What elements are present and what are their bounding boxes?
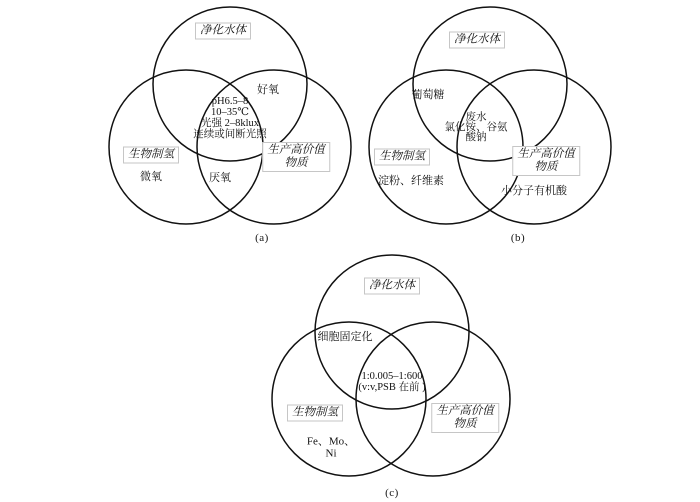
set-label-purify-water: 净化水体	[449, 32, 505, 49]
region-cell-immobilization: 细胞固定化	[317, 331, 373, 343]
region-glucose: 葡萄糖	[411, 89, 445, 101]
set-label-high-value	[431, 403, 499, 433]
set-label-line: 物质	[534, 161, 558, 173]
center-line: 光强 2–8klux	[200, 118, 260, 129]
metals-line: Fe、Mo、	[306, 435, 356, 448]
set-label-line: 生产高价值	[436, 405, 494, 417]
region-anaerobic: 厌氧	[209, 172, 231, 184]
center-line: 废水	[465, 112, 487, 123]
center-line: 氯化铵、谷氨	[444, 122, 508, 133]
venn-diagram-b	[365, 0, 615, 250]
set-label-bio-hydrogen: 生物制氢	[374, 149, 430, 166]
region-starch-cellulose: 淀粉、纤维素	[378, 175, 444, 187]
set-label-bio-hydrogen: 生物制氢	[123, 147, 179, 164]
set-label-line: 物质	[453, 418, 477, 430]
region-micro-aerobic: 微氧	[140, 171, 162, 183]
region-metals	[307, 437, 355, 460]
set-label-line: 生产高价值	[267, 144, 325, 156]
set-label-purify-water: 净化水体	[364, 278, 420, 295]
center-line: 连续或间断光照	[193, 129, 267, 140]
center-line: pH6.5–8	[211, 96, 249, 107]
set-label-line: 物质	[284, 157, 308, 169]
caption-b: (b)	[510, 232, 526, 244]
caption-c: (c)	[385, 487, 399, 499]
set-label-line: 生产高价值	[517, 148, 575, 160]
region-center-ratio	[358, 371, 425, 393]
metals-line: Ni	[325, 447, 337, 459]
venn-diagram-c	[267, 252, 517, 502]
region-organic-acids: 小分子有机酸	[501, 185, 567, 197]
center-line: 10–35℃	[211, 107, 249, 118]
caption-a: (a)	[255, 232, 269, 244]
center-line: (v:v,PSB 在前 )	[358, 382, 426, 393]
region-center-conditions	[193, 96, 267, 140]
center-line: 酸钠	[465, 132, 487, 143]
set-label-high-value	[512, 146, 580, 176]
circle-right	[356, 322, 510, 476]
set-label-purify-water: 净化水体	[195, 23, 251, 40]
set-label-high-value	[262, 142, 330, 172]
center-line: 1:0.005–1:600	[361, 371, 423, 382]
region-center-substrates	[445, 113, 508, 143]
venn-diagram-a	[105, 0, 355, 250]
set-label-bio-hydrogen: 生物制氢	[287, 405, 343, 422]
region-aerobic: 好氧	[257, 84, 279, 96]
